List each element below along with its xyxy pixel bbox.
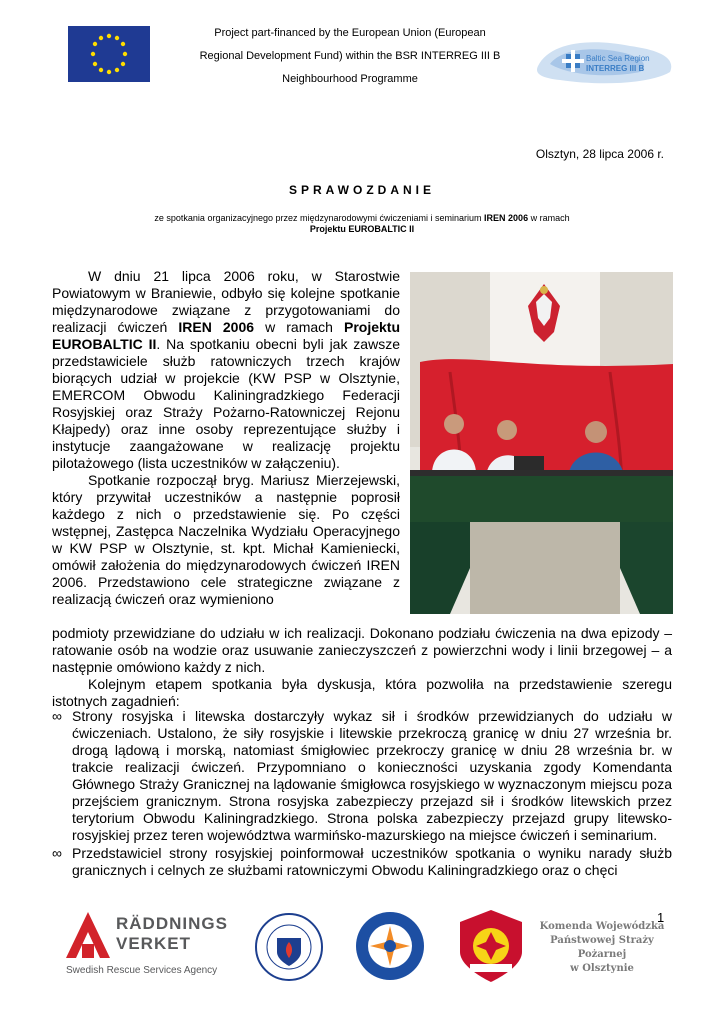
header-funding-note <box>170 22 530 91</box>
baltic-sea-region-logo <box>530 36 680 88</box>
bullet-text: Strony rosyjska i litewska dostarczyły wykaz sił i środków przewidzianych do udziału w ćwiczeniach. Ustalono, że siły rosyjskie i litewskie przekroczą granicę w dniu 27 września br. drogą lądową i morską, natomiast śmigłowiec przekroczy granicę w dniu 28 września br. w trakcie realizacji ćwiczeń. Przypomniano o konieczności uzyskania zgody Komendanta Głównego Straży Granicznej na lądowanie śmigłowca rosyjskiego w wyznaczonym miejscu poza przejściem granicznym. Strona rosyjska zabezpieczy przejazd sił i środków litewskich przez terytorium Obwodu Kaliningradzkiego. Strona polska zabezpieczy przejazd grupy litewsko-rosyjskiej przez teren województwa warmińsko-mazurskiego na miejsce ćwiczeń i seminarium. <box>72 708 672 843</box>
rv-logo-line-1: RÄDDNINGS <box>116 914 228 933</box>
header-line-1: Project part-financed by the European Union (European <box>214 27 486 39</box>
header-line-3: Neighbourhood Programme <box>282 73 418 85</box>
bullet-mark: ∞ <box>52 708 62 724</box>
paragraph-1-part-a: W dniu 21 lipca 2006 roku, w Starostwie Powiatowym w Braniewie, odbyło się kolejne spotkanie międzynarodowe związane z przygotowaniami do realizacji ćwiczeń <box>52 268 400 335</box>
psp-fire-service-emblem <box>456 908 526 984</box>
intro-text-column <box>52 268 400 608</box>
meeting-photo <box>410 272 673 614</box>
subtitle-part-2: w ramach <box>528 213 570 223</box>
subtitle-bold-2: Projektu EUROBALTIC II <box>309 224 415 234</box>
bullet-mark: ∞ <box>52 845 62 861</box>
raddningsverket-logo <box>64 908 228 980</box>
subtitle-part-1: ze spotkania organizacyjnego przez międzynarodowymi ćwiczeniami i seminarium <box>154 213 485 223</box>
paragraph-1-bold-a: IREN 2006 <box>178 319 255 335</box>
kw-line-2: Państwowej Straży Pożarnej <box>550 935 654 960</box>
emercom-seal <box>354 910 426 982</box>
paragraph-1-bold-b: Projektu EUROBALTIC II <box>52 319 401 352</box>
paragraph-1 <box>52 268 400 472</box>
body-text-full <box>52 625 672 710</box>
page-number: 1 <box>657 910 665 925</box>
paragraph-2-continued: podmioty przewidziane do udziału w ich realizacji. Dokonano podziału ćwiczenia na dwa epizody – ratowanie osób na wodzie oraz usuwanie zanieczyszczeń z powierzchni wody i linii brzegowej – a następnie omówiono każdy z nich. <box>52 625 672 675</box>
paragraph-1-part-e: . Na spotkaniu obecni byli jak zawsze przedstawiciele służb ratowniczych trzech krajów biorących udział w projekcie (KW PSP w Olsztynie, EMERCOM Obwodu Kaliningradzkiego Federacji Rosyjskiej oraz Straży Pożarno-Ratowniczej Rejonu Kłajpedy) oraz inne osoby reprezentujące służby i instytucje zaangażowane w realizację projektu pilotażowego (lista uczestników w załączeniu). <box>52 336 400 471</box>
document-title: SPRAWOZDANIE <box>288 183 435 197</box>
paragraph-3: Kolejnym etapem spotkania była dyskusja, która pozwoliła na przedstawienie szeregu istotnych zagadnień: <box>52 676 672 709</box>
subtitle-bold-1: IREN 2006 <box>484 213 529 223</box>
discussion-bullets <box>52 708 672 880</box>
klaipeda-fire-rescue-seal <box>254 912 324 982</box>
bsr-logo-line-2: INTERREG III B <box>586 64 645 73</box>
document-subtitle <box>90 213 634 235</box>
kw-psp-olsztyn-logo <box>532 920 672 976</box>
document-date: Olsztyn, 28 lipca 2006 r. <box>535 147 664 161</box>
paragraph-1-part-c: w ramach <box>254 319 344 335</box>
paragraph-2-left: Spotkanie rozpoczął bryg. Mariusz Mierzejewski, który przywitał uczestników a następnie poprosił każdego z nich o przedstawienie się. Po części wstępnej, Zastępca Naczelnika Wydziału Operacyjnego w KW PSP w Olsztynie, st. kpt. Michał Kamieniecki, omówił założenia do międzynarodowych ćwiczeń IREN 2006. Przedstawiono cele strategiczne związane z realizacją ćwiczeń oraz wymieniono <box>52 472 400 607</box>
kw-line-1: Komenda Wojewódzka <box>539 921 665 932</box>
bullet-item <box>52 845 672 879</box>
rv-logo-line-2: VERKET <box>116 934 191 953</box>
bullet-item <box>52 708 672 844</box>
eu-flag-logo <box>68 26 150 82</box>
rv-logo-line-3: Swedish Rescue Services Agency <box>66 965 218 976</box>
bsr-logo-line-1: Baltic Sea Region <box>586 54 650 63</box>
header-line-2: Regional Development Fund) within the BSR INTERREG III B <box>199 50 501 62</box>
bullet-text: Przedstawiciel strony rosyjskiej poinformował uczestników spotkania o wyniku narady służb granicznych i celnych ze służbami ratowniczymi Obwodu Kaliningradzkiego oraz o chęci <box>72 845 672 878</box>
kw-line-3: w Olsztynie <box>570 963 634 974</box>
